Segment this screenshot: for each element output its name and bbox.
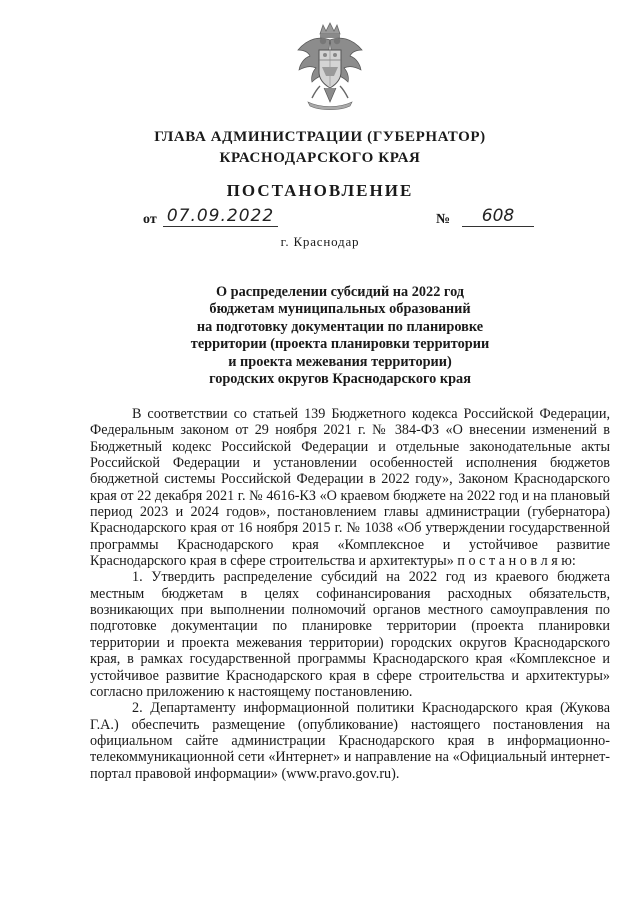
clause-2-paragraph: 2. Департаменту информационной политики Краснодарского края (Жукова Г.А.) обеспечить размещение (опубликование) настоящего постановления на официальном сайте администрации Краснодарского края в информационно-телекоммуникационной сети «Интернет» и направление на «Официальный интернет-портал правовой информации» (www.pravo.gov.ru). [90, 700, 610, 782]
title-line: территории (проекта планировки территории [190, 336, 490, 353]
title-line: О распределении субсидий на 2022 год [215, 284, 465, 300]
title-line: бюджетам муниципальных образований [209, 301, 471, 318]
authority-title-line2: КРАСНОДАРСКОГО КРАЯ [219, 150, 421, 166]
number-label: № [436, 212, 451, 227]
document-number: 608 [462, 206, 534, 227]
clause-1-paragraph: 1. Утвердить распределение субсидий на 2022 год из краевого бюджета местным бюджетам в целях софинансирования расходных обязательств, возникающих при выполнении полномочий органов местного самоуправления по подготовке документации по планировке территории (проекта планировки территории и проекта межевания территории) городских округов Краснодарского края, в рамках государственной программы Краснодарского края «Комплексное и устойчивое развитие Краснодарского края в сфере строительства и архитектуры» согласно приложению к настоящему постановлению. [90, 569, 610, 700]
document-type: ПОСТАНОВЛЕНИЕ [226, 181, 414, 200]
date-label: от [143, 212, 157, 227]
coat-of-arms-icon [290, 20, 370, 112]
title-line: на подготовку документации по планировке [196, 318, 484, 335]
coat-of-arms-emblem [290, 20, 370, 112]
city-name: г. Краснодар [280, 234, 360, 249]
title-line: городских округов Краснодарского края [209, 371, 471, 388]
document-date: 07.09.2022 [163, 206, 278, 227]
document-title [120, 284, 560, 388]
document-body [90, 406, 610, 782]
authority-title-line1: ГЛАВА АДМИНИСТРАЦИИ (ГУБЕРНАТОР) [154, 129, 486, 145]
title-line: и проекта межевания территории) [228, 353, 452, 370]
preamble-paragraph: В соответствии со статьей 139 Бюджетного кодекса Российской Федерации, Федеральным законом от 29 ноября 2021 г. № 384-ФЗ «О внесении изменений в Бюджетный кодекс Российской Федерации и отдельные законодательные акты Российской Федерации и установлении особенностей исполнения бюджетов бюджетной системы Российской Федерации в 2022 году», Законом Краснодарского края от 22 декабря 2021 г. № 4616-КЗ «О краевом бюджете на 2022 год и на плановый период 2023 и 2024 годов», постановлением главы администрации (губернатора) Краснодарского края от 16 ноября 2015 г. № 1038 «Об утверждении государственной программы Краснодарского края «Комплексное и устойчивое развитие Краснодарского края в сфере строительства и архитектуры» п о с т а н о в л я ю: [90, 406, 610, 570]
